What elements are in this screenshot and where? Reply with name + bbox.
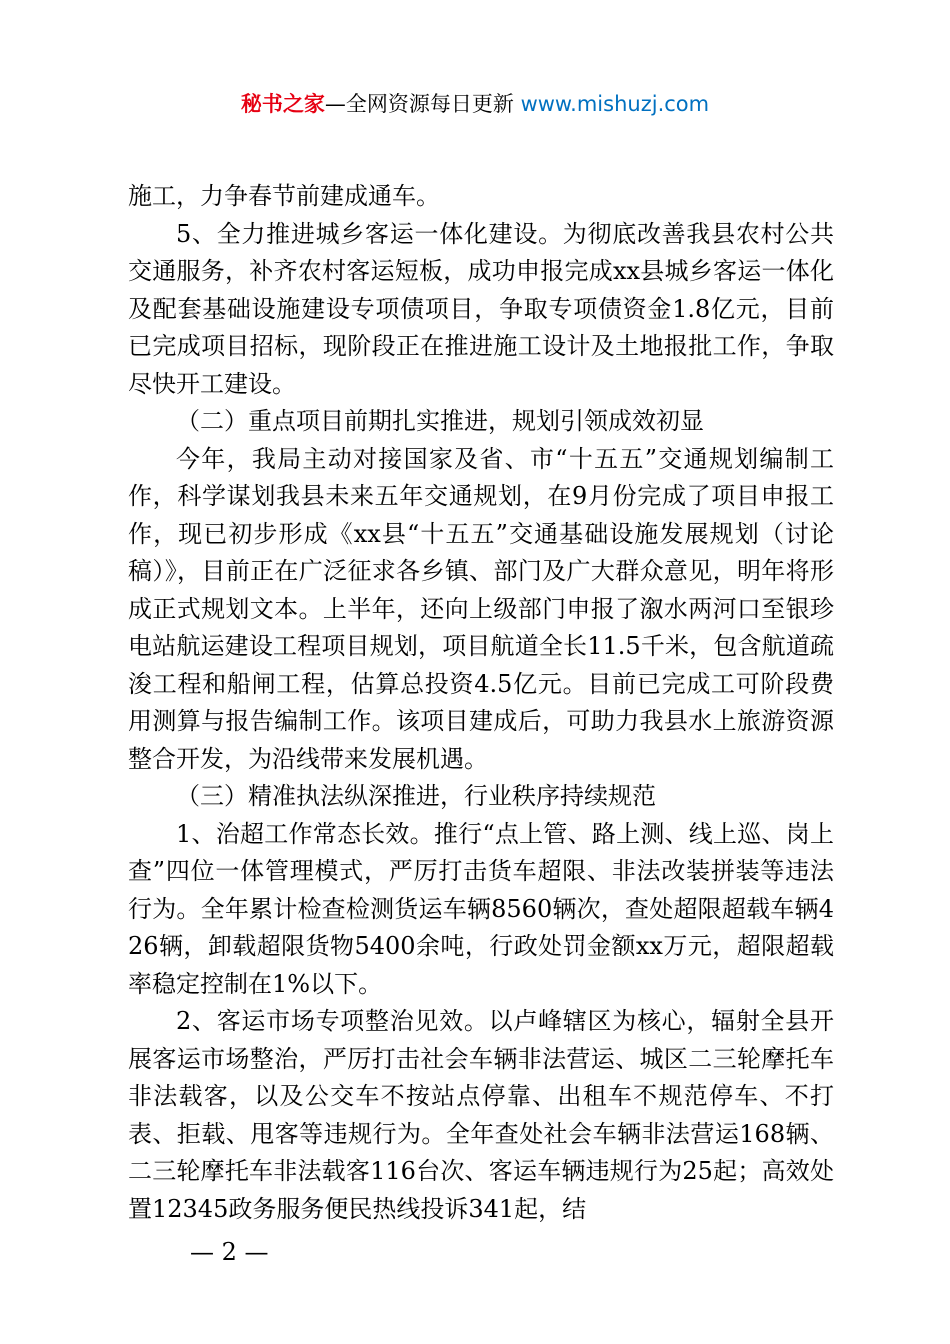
body-paragraph: （三）精准执法纵深推进，行业秩序持续规范: [176, 782, 656, 810]
body-paragraph: （二）重点项目前期扎实推进，规划引领成效初显: [176, 407, 704, 435]
page-number: — 2 —: [190, 1238, 269, 1266]
body-paragraph: 1、治超工作常态长效。推行“点上管、路上测、线上巡、岗上查”四位一体管理模式，严厉打击货车超限、非法改装拼装等违法行为。全年累计检查检测货运车辆8560辆次，查处超限超载车辆426辆，卸载超限货物5400余吨，行政处罚金额xx万元，超限超载率稳定控制在1%以下。: [128, 819, 834, 998]
site-header: [0, 88, 950, 120]
body-paragraph: 施工，力争春节前建成通车。: [128, 182, 440, 210]
site-brand: 秘书之家: [240, 92, 325, 116]
body-paragraph: 5、全力推进城乡客运一体化建设。为彻底改善我县农村公共交通服务，补齐农村客运短板，成功申报完成xx县城乡客运一体化及配套基础设施建设专项债项目，争取专项债资金1.8亿元，目前已完成项目招标，现阶段正在推进施工设计及土地报批工作，争取尽快开工建设。: [128, 219, 834, 398]
site-url[interactable]: www.mishuzj.com: [513, 92, 710, 116]
body-paragraph: 2、客运市场专项整治见效。以卢峰辖区为核心，辐射全县开展客运市场整治，严厉打击社会车辆非法营运、城区二三轮摩托车非法载客，以及公交车不按站点停靠、出租车不规范停车、不打表、拒载、甩客等违规行为。全年查处社会车辆非法营运168辆、二三轮摩托车非法载客116台次、客运车辆违规行为25起；高效处置12345政务服务便民热线投诉341起，结: [128, 1007, 834, 1223]
header-dash: —: [324, 92, 346, 116]
document-body: [128, 178, 834, 1228]
site-tagline: 全网资源每日更新: [345, 92, 514, 116]
body-paragraph: 今年，我局主动对接国家及省、市“十五五”交通规划编制工作，科学谋划我县未来五年交通规划，在9月份完成了项目申报工作，现已初步形成《xx县“十五五”交通基础设施发展规划（讨论稿）》，目前正在广泛征求各乡镇、部门及广大群众意见，明年将形成正式规划文本。上半年，还向上级部门申报了溆水两河口至银珍电站航运建设工程项目规划，项目航道全长11.5千米，包含航道疏浚工程和船闸工程，估算总投资4.5亿元。目前已完成工可阶段费用测算与报告编制工作。该项目建成后，可助力我县水上旅游资源整合开发，为沿线带来发展机遇。: [128, 444, 834, 773]
